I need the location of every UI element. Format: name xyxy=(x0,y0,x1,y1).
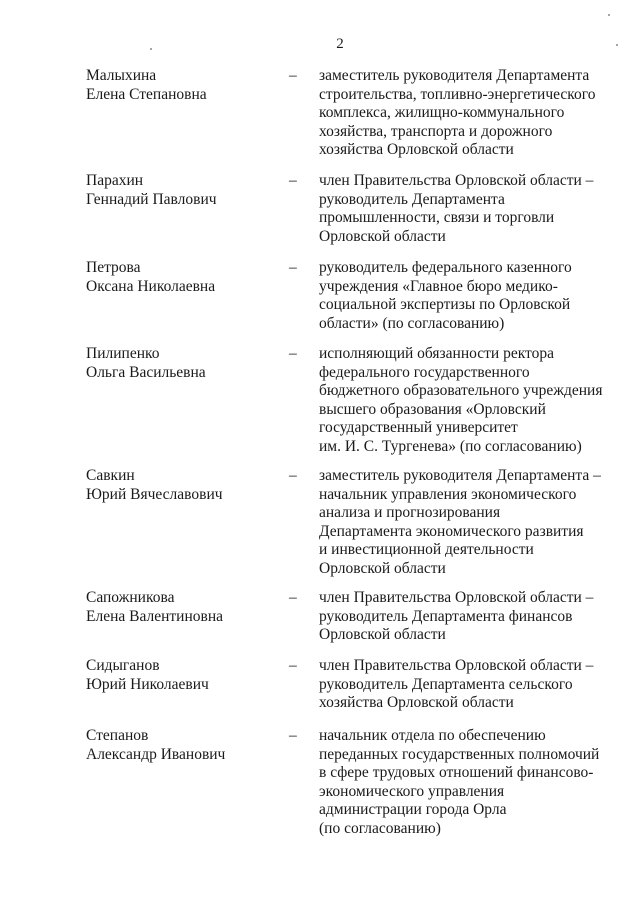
position-line: социальной экспертизы по Орловской xyxy=(319,296,571,313)
position-line: Орловской области xyxy=(319,626,446,643)
position-line: и инвестиционной деятельности xyxy=(319,541,534,558)
position-line: высшего образования «Орловский xyxy=(319,400,546,418)
position-line: начальник управления экономического xyxy=(319,485,577,503)
member-position xyxy=(319,172,619,246)
position-line: Орловской области xyxy=(319,559,446,577)
member-surname: Малыхина xyxy=(86,67,157,84)
member-name xyxy=(86,259,276,296)
dash-separator: – xyxy=(289,727,297,744)
dash-separator: – xyxy=(289,657,297,674)
position-line: федерального государственного xyxy=(319,363,530,381)
position-line: государственный университет xyxy=(319,419,518,436)
member-position xyxy=(319,589,619,645)
position-line: исполняющий обязанности ректора xyxy=(319,345,554,362)
position-line: анализа и прогнозирования xyxy=(319,504,501,521)
member-position xyxy=(319,67,619,160)
member-name xyxy=(86,172,276,209)
member-name xyxy=(86,467,276,504)
member-name xyxy=(86,67,276,104)
position-line: член Правительства Орловской области – xyxy=(319,657,594,674)
position-line: строительства, топливно-энергетического xyxy=(319,85,596,103)
member-position xyxy=(319,727,619,838)
member-given-name: Оксана Николаевна xyxy=(86,277,216,295)
position-line: руководитель федерального казенного xyxy=(319,259,572,276)
position-line: переданных государственных полномочий xyxy=(319,745,600,763)
member-position xyxy=(319,345,619,456)
position-line: хозяйства Орловской области xyxy=(319,694,514,711)
position-line: хозяйства Орловской области xyxy=(319,141,514,158)
dash-separator: – xyxy=(289,67,297,84)
position-line: заместитель руководителя Департамента xyxy=(319,67,590,84)
position-line: начальник отдела по обеспечению xyxy=(319,727,546,744)
position-line: промышленности, связи и торговли xyxy=(319,209,555,226)
member-given-name: Юрий Вячеславович xyxy=(86,485,223,503)
position-line: области» (по согласованию) xyxy=(319,314,505,332)
position-line: экономического управления xyxy=(319,782,505,800)
member-surname: Пилипенко xyxy=(86,345,160,362)
position-line: руководитель Департамента xyxy=(319,190,505,208)
position-line: бюджетного образовательного учреждения xyxy=(319,382,603,399)
member-name xyxy=(86,727,276,764)
position-line: администрации города Орла xyxy=(319,801,507,818)
position-line: заместитель руководителя Департамента – xyxy=(319,467,601,484)
dash-separator: – xyxy=(289,172,297,189)
member-position xyxy=(319,259,619,333)
position-line: Орловской области xyxy=(319,227,446,245)
position-line: им. И. С. Тургенева» (по согласованию) xyxy=(319,437,582,455)
member-surname: Парахин xyxy=(86,172,144,189)
position-line: член Правительства Орловской области – xyxy=(319,589,594,606)
member-position xyxy=(319,657,619,713)
position-line: комплекса, жилищно-коммунального xyxy=(319,104,565,121)
member-given-name: Ольга Васильевна xyxy=(86,363,206,381)
position-line: (по согласованию) xyxy=(319,819,441,837)
page-number: 2 xyxy=(336,36,344,52)
member-surname: Савкин xyxy=(86,467,135,484)
member-given-name: Александр Иванович xyxy=(86,745,226,763)
member-name xyxy=(86,589,276,626)
dash-separator: – xyxy=(289,345,297,362)
scan-speck xyxy=(608,14,610,16)
member-surname: Сидыганов xyxy=(86,657,160,674)
member-name xyxy=(86,345,276,382)
position-line: руководитель Департамента финансов xyxy=(319,607,573,625)
member-position xyxy=(319,467,619,578)
dash-separator: – xyxy=(289,589,297,606)
scan-speck xyxy=(616,44,618,46)
position-line: руководитель Департамента сельского xyxy=(319,675,573,693)
member-given-name: Елена Степановна xyxy=(86,85,207,103)
member-given-name: Геннадий Павлович xyxy=(86,190,217,208)
member-surname: Степанов xyxy=(86,727,149,744)
position-line: член Правительства Орловской области – xyxy=(319,172,594,189)
position-line: в сфере трудовых отношений финансово- xyxy=(319,764,594,781)
scan-speck xyxy=(150,48,152,50)
member-surname: Сапожникова xyxy=(86,589,175,606)
member-surname: Петрова xyxy=(86,259,141,276)
dash-separator: – xyxy=(289,467,297,484)
position-line: учреждения «Главное бюро медико- xyxy=(319,277,558,295)
position-line: Департамента экономического развития xyxy=(319,522,584,540)
dash-separator: – xyxy=(289,259,297,276)
member-name xyxy=(86,657,276,694)
position-line: хозяйства, транспорта и дорожного xyxy=(319,122,553,140)
member-given-name: Елена Валентиновна xyxy=(86,607,224,625)
member-given-name: Юрий Николаевич xyxy=(86,675,209,693)
